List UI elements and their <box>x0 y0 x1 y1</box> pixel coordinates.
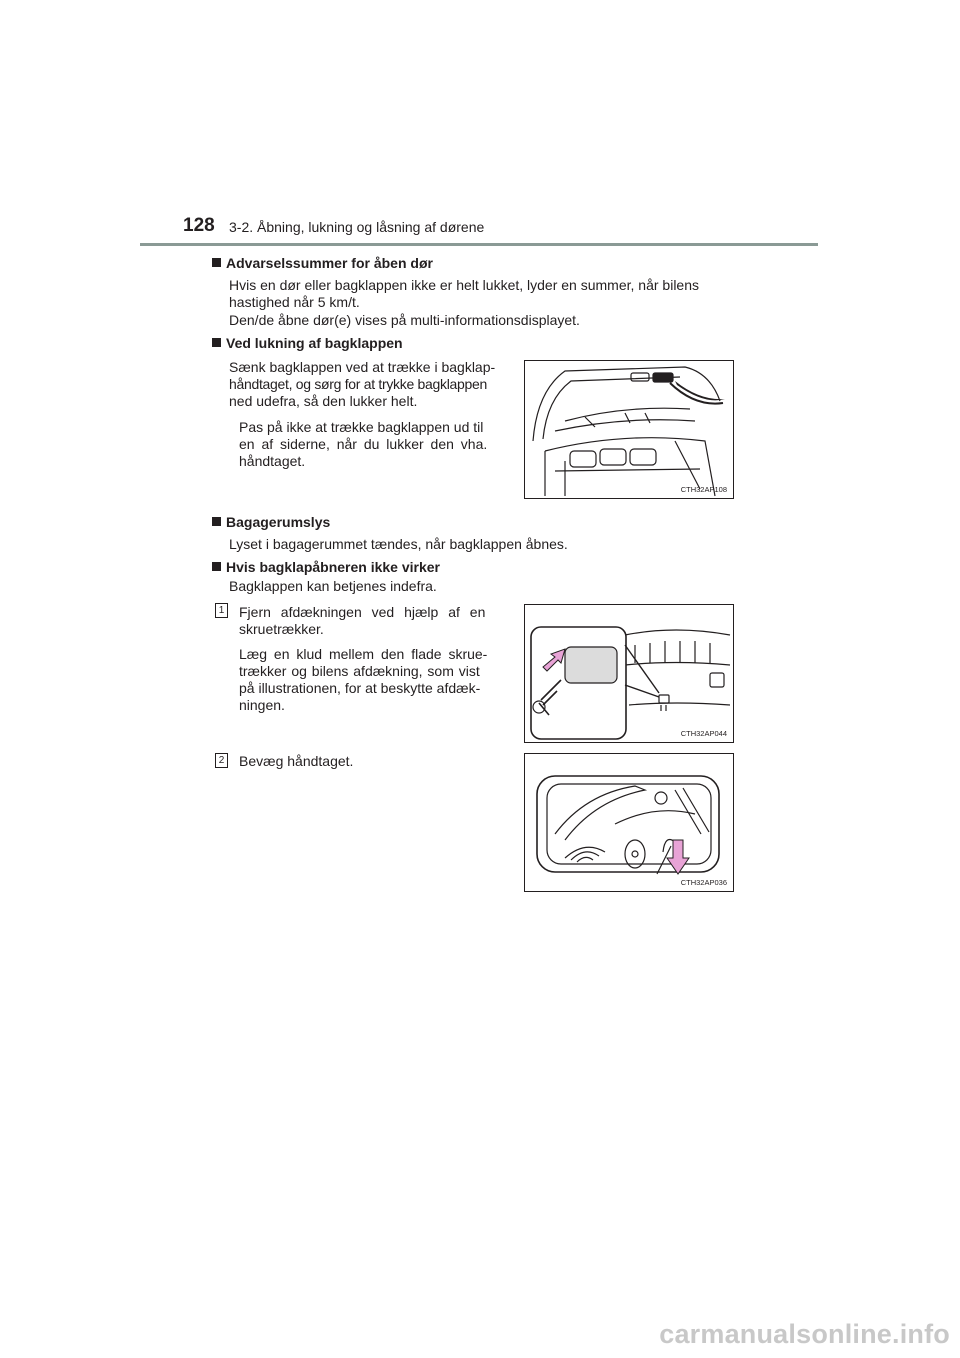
section-heading-opener <box>212 558 440 576</box>
handle-illustration <box>525 754 733 891</box>
tailgate-illustration <box>525 361 733 498</box>
heading-text: Hvis bagklapåbneren ikke virker <box>226 559 440 575</box>
step-text: Fjern afdækningen ved hjælp af en <box>239 604 486 620</box>
note-text: trækker og bilens afdækning, som vist <box>239 663 480 679</box>
body-text: Sænk bagklappen ved at trække i bagklap- <box>229 359 496 375</box>
step-number-box: 2 <box>215 753 228 768</box>
note-text: Pas på ikke at trække bagklappen ud til <box>239 419 484 435</box>
figure-code: CTH32AP036 <box>680 878 727 887</box>
section-heading-light <box>212 513 330 531</box>
body-text: Bagklappen kan betjenes indefra. <box>229 578 437 594</box>
body-text: håndtaget, og sørg for at trykke bagklappen <box>229 376 487 392</box>
note-text: håndtaget. <box>239 453 306 469</box>
chapter-title: 3-2. Åbning, lukning og låsning af dørene <box>229 219 485 235</box>
square-bullet-icon <box>212 562 221 571</box>
figure-tailgate-closing <box>524 360 734 499</box>
section-heading-buzzer <box>212 254 433 272</box>
body-text: Lyset i bagagerummet tændes, når bagklappen åbnes. <box>229 536 568 552</box>
note-text: på illustrationen, for at beskytte afdæk- <box>239 680 481 696</box>
square-bullet-icon <box>212 258 221 267</box>
body-text: Den/de åbne dør(e) vises på multi-informationsdisplayet. <box>229 312 580 328</box>
body-text: ned udefra, så den lukker helt. <box>229 393 418 409</box>
square-bullet-icon <box>212 517 221 526</box>
figure-move-handle <box>524 753 734 892</box>
body-text: hastighed når 5 km/t. <box>229 294 360 310</box>
step-text: Bevæg håndtaget. <box>239 753 354 769</box>
figure-code: CTH32AP108 <box>680 485 727 494</box>
cover-removal-illustration <box>525 605 733 742</box>
note-text: en af siderne, når du lukker den vha. <box>239 436 488 452</box>
figure-remove-cover <box>524 604 734 743</box>
step-number-box: 1 <box>215 603 228 618</box>
note-text: Læg en klud mellem den flade skrue- <box>239 646 488 662</box>
figure-code: CTH32AP044 <box>680 729 727 738</box>
step-text: skruetrækker. <box>239 621 324 637</box>
watermark: carmanualsonline.info <box>659 1319 950 1349</box>
square-bullet-icon <box>212 338 221 347</box>
heading-text: Ved lukning af bagklappen <box>226 335 403 351</box>
body-text: Hvis en dør eller bagklappen ikke er helt lukket, lyder en summer, når bilens <box>229 277 699 293</box>
header-rule <box>140 243 818 246</box>
note-text: ningen. <box>239 697 285 713</box>
page-number: 128 <box>183 215 215 236</box>
heading-text: Advarselssummer for åben dør <box>226 255 433 271</box>
heading-text: Bagagerumslys <box>226 514 331 530</box>
section-heading-closing <box>212 334 403 352</box>
